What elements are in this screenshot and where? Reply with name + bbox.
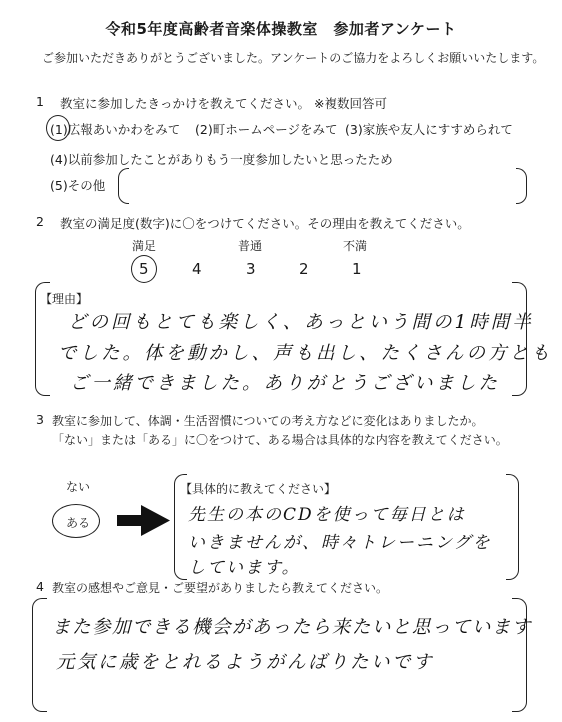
scale-label-neutral: 普通 — [238, 239, 263, 253]
scale-1[interactable]: 1 — [352, 260, 362, 278]
q4-answer-bracket-left — [32, 598, 47, 712]
scale-label-unsatisfied: 不満 — [343, 239, 368, 253]
scale-3[interactable]: 3 — [246, 260, 256, 278]
q1-number: 1 — [36, 94, 44, 109]
scale-label-satisfied: 満足 — [132, 239, 157, 253]
q1-option-3[interactable]: (3)家族や友人にすすめられて — [345, 122, 513, 137]
q4-number: 4 — [36, 579, 44, 594]
q1-option-2[interactable]: (2)町ホームページをみて — [195, 122, 338, 137]
q3-detail-line-3: しています。 — [188, 558, 301, 578]
q3-text-line-2: 「ない」または「ある」に〇をつけて、ある場合は具体的な内容を教えてください。 — [52, 433, 508, 447]
q2-text: 教室の満足度(数字)に〇をつけてください。その理由を教えてください。 — [60, 216, 470, 231]
q3-detail-label: 【具体的に教えてください】 — [180, 482, 337, 496]
q4-answer-line-1: また参加できる機会があったら来たいと思っています — [52, 617, 532, 638]
q1-option-1[interactable]: (1)広報あいかわをみて — [50, 122, 181, 137]
q1-text: 教室に参加したきっかけを教えてください。 ※複数回答可 — [60, 96, 387, 111]
q3-text-line-1: 教室に参加して、体調・生活習慣についての考え方などに変化はありましたか。 — [52, 414, 484, 428]
q1-option-5[interactable]: (5)その他 — [50, 178, 106, 193]
q3-detail-line-1: 先生の本のCDを使って毎日とは — [188, 505, 466, 525]
q3-option-none[interactable]: ない — [66, 480, 91, 494]
scale-2[interactable]: 2 — [299, 260, 309, 278]
q1-option-4[interactable]: (4)以前参加したことがありもう一度参加したいと思ったため — [50, 152, 393, 167]
q2-reason-line-2: でした。体を動かし、声も出し、たくさんの方とも — [58, 343, 553, 364]
scale-4[interactable]: 4 — [192, 260, 202, 278]
q2-reason-line-3: ご一緒できました。ありがとうございました — [70, 373, 501, 394]
q3-number: 3 — [36, 412, 44, 427]
page-title: 令和5年度高齢者音楽体操教室 参加者アンケート — [105, 20, 457, 38]
q4-answer-line-2: 元気に歳をとれるようがんばりたいです — [56, 652, 435, 673]
q2-number: 2 — [36, 214, 44, 229]
q3-detail-bracket-right — [506, 474, 519, 580]
intro-text: ご参加いただきありがとうございました。アンケートのご協力をよろしくお願いいたします。 — [42, 51, 545, 65]
q3-detail-line-2: いきませんが、時々トレーニングを — [188, 533, 492, 553]
q2-reason-line-1: どの回もとても楽しく、あっという間の1時間半 — [68, 312, 534, 333]
scale-5[interactable]: 5 — [139, 260, 149, 278]
q3-option-yes[interactable]: ある — [66, 516, 91, 530]
q4-text: 教室の感想やご意見・ご要望がありましたら教えてください。 — [52, 581, 389, 595]
q2-reason-label: 【理由】 — [40, 292, 89, 306]
